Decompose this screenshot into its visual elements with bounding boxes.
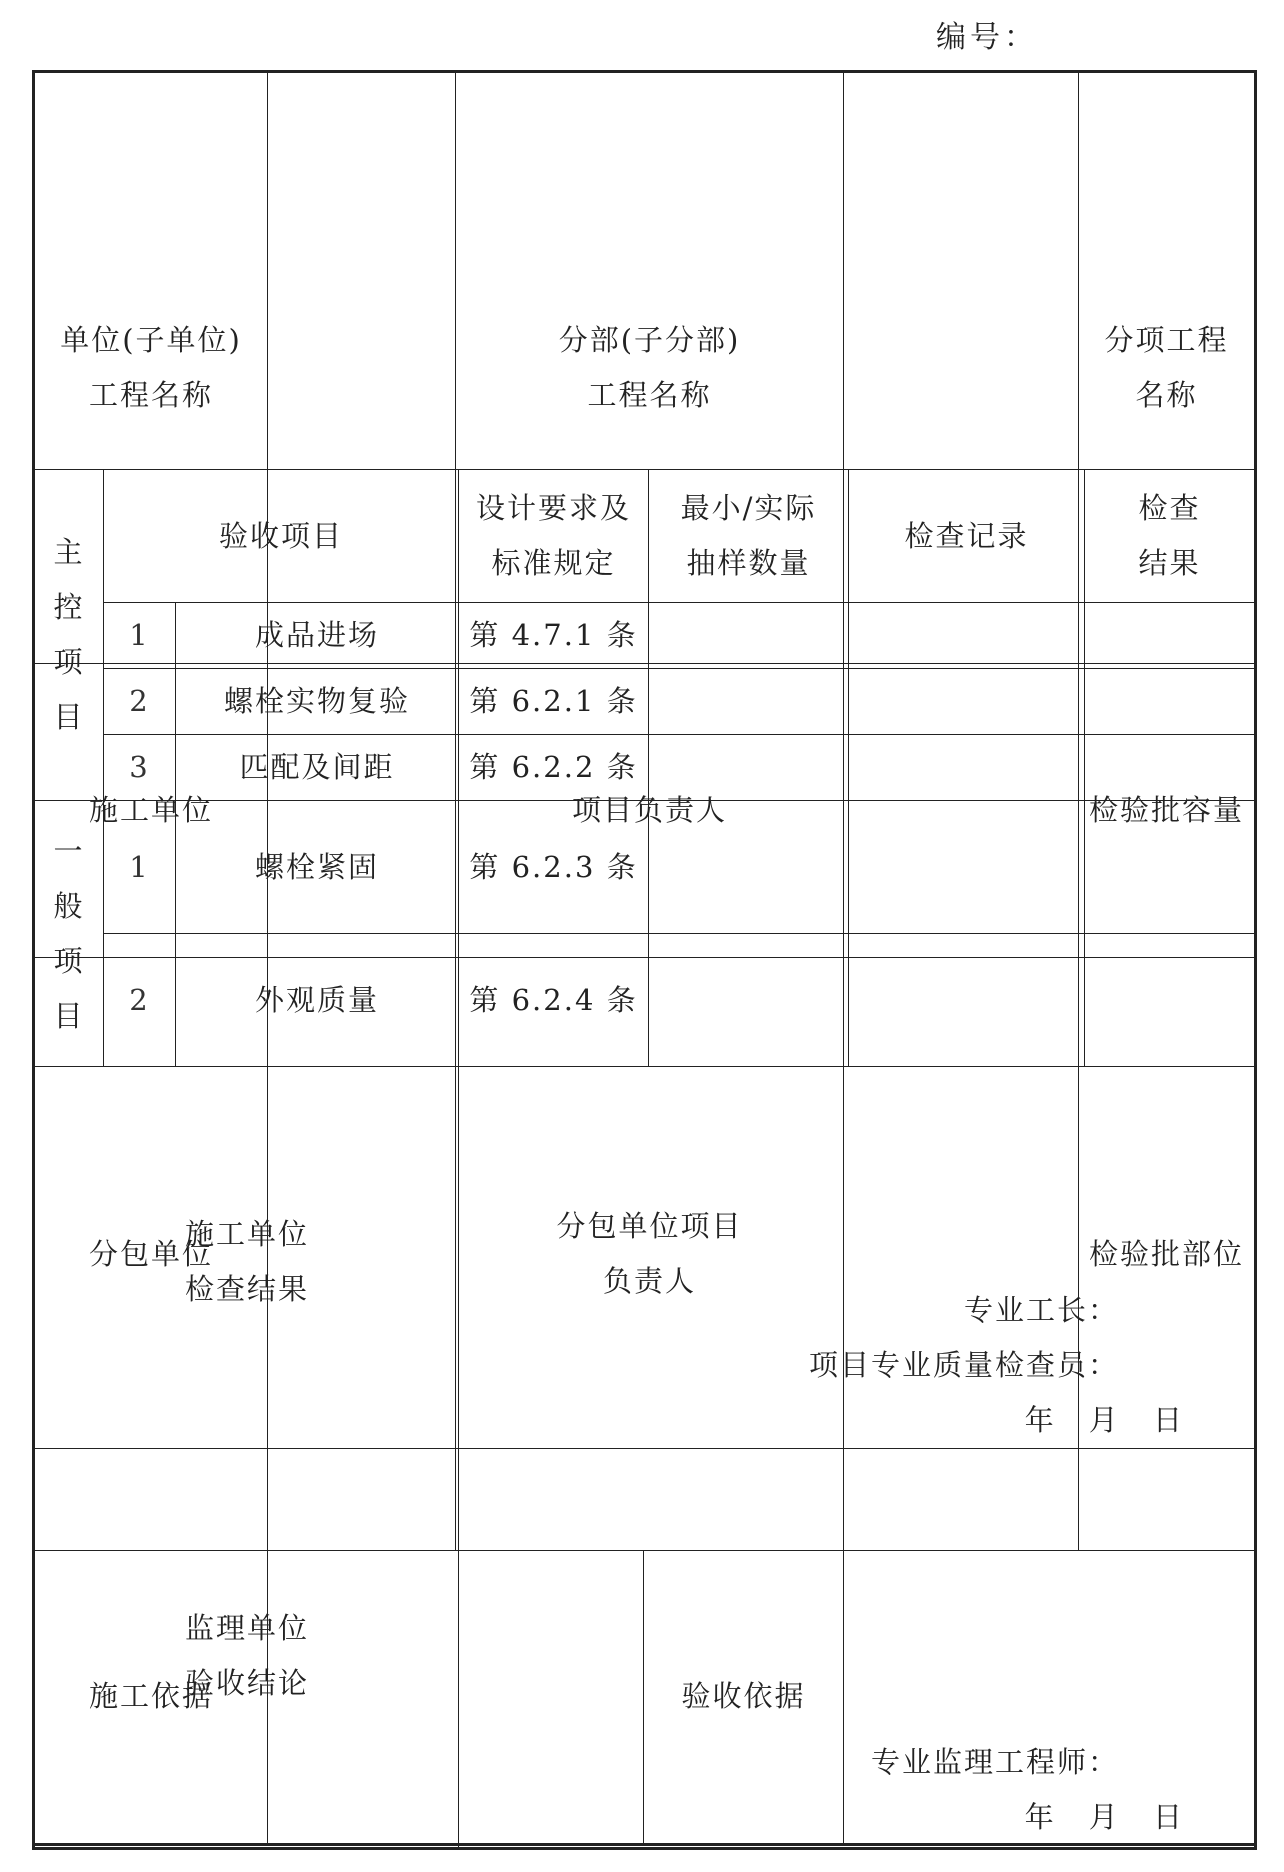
row-number: 1 — [104, 801, 176, 934]
supervision-date-label: 年 月 日 — [1024, 1800, 1185, 1834]
sample-qty-cell[interactable] — [649, 603, 849, 669]
sample-qty-cell[interactable] — [649, 669, 849, 735]
col-header-sample-qty: 最小/实际 抽样数量 — [649, 470, 849, 603]
items-header-row — [34, 470, 1256, 603]
batch-capacity-label: 检验批容量 — [1079, 664, 1256, 958]
sample-qty-cell[interactable] — [649, 934, 849, 1067]
supervision-area[interactable] — [459, 1449, 1256, 1849]
subcontract-leader-label: 分包单位项目 负责人 — [456, 958, 844, 1550]
record-cell[interactable] — [849, 934, 1085, 1067]
result-cell[interactable] — [1085, 669, 1256, 735]
record-cell[interactable] — [849, 603, 1085, 669]
row-number: 1 — [104, 603, 176, 669]
supervision-engineer-label: 专业监理工程师： — [871, 1745, 1120, 1779]
result-cell[interactable] — [1085, 934, 1256, 1067]
batch-location-label: 检验批部位 — [1079, 958, 1256, 1550]
construction-unit-label: 施工单位 — [34, 664, 268, 958]
subcontract-unit-label: 分包单位 — [34, 958, 268, 1550]
construction-check-row — [34, 1067, 1256, 1449]
acceptance-basis-label: 验收依据 — [644, 1550, 844, 1844]
record-cell[interactable] — [849, 801, 1085, 934]
project-leader-label: 项目负责人 — [456, 664, 844, 958]
sample-qty-cell[interactable] — [649, 735, 849, 801]
supervision-label: 监理单位 验收结论 — [34, 1449, 459, 1849]
col-header-design-req: 设计要求及 标准规定 — [459, 470, 649, 603]
col-header-result: 检查 结果 — [1085, 470, 1256, 603]
main-control-label: 主 控 项 目 — [34, 470, 104, 801]
table-row — [34, 735, 1256, 801]
supervision-row — [34, 1449, 1256, 1849]
table-row — [34, 934, 1256, 1067]
item-name: 螺栓紧固 — [176, 801, 459, 934]
foreman-label: 专业工长： — [964, 1293, 1120, 1327]
col-header-item: 验收项目 — [104, 470, 459, 603]
unit-project-name-label: 单位(子单位) 工程名称 — [34, 72, 268, 664]
row-number: 3 — [104, 735, 176, 801]
item-name: 匹配及间距 — [176, 735, 459, 801]
table-row — [34, 801, 1256, 934]
construction-date-label: 年 月 日 — [1024, 1403, 1185, 1437]
record-cell[interactable] — [849, 669, 1085, 735]
item-name: 成品进场 — [176, 603, 459, 669]
construction-check-area[interactable] — [459, 1067, 1256, 1449]
table-row — [34, 669, 1256, 735]
row-number: 2 — [104, 669, 176, 735]
item-name: 螺栓实物复验 — [176, 669, 459, 735]
row-number: 2 — [104, 934, 176, 1067]
construction-basis-label: 施工依据 — [34, 1550, 268, 1844]
inspection-items-table — [32, 469, 1257, 1850]
col-header-record: 检查记录 — [849, 470, 1085, 603]
item-project-name-label: 分项工程 名称 — [1079, 72, 1256, 664]
result-cell[interactable] — [1085, 603, 1256, 669]
table-row — [34, 603, 1256, 669]
division-project-name-label: 分部(子分部) 工程名称 — [456, 72, 844, 664]
clause-ref: 第 6.2.1 条 — [459, 669, 649, 735]
result-cell[interactable] — [1085, 735, 1256, 801]
sample-qty-cell[interactable] — [649, 801, 849, 934]
general-label: 一 般 项 目 — [34, 801, 104, 1067]
result-cell[interactable] — [1085, 801, 1256, 934]
clause-ref: 第 6.2.4 条 — [459, 934, 649, 1067]
clause-ref: 第 4.7.1 条 — [459, 603, 649, 669]
item-name: 外观质量 — [176, 934, 459, 1067]
clause-ref: 第 6.2.2 条 — [459, 735, 649, 801]
record-cell[interactable] — [849, 735, 1085, 801]
clause-ref: 第 6.2.3 条 — [459, 801, 649, 934]
inspector-label: 项目专业质量检查员： — [809, 1348, 1120, 1382]
construction-check-label: 施工单位 检查结果 — [34, 1067, 459, 1449]
serial-number-label: 编号： — [936, 20, 1038, 55]
